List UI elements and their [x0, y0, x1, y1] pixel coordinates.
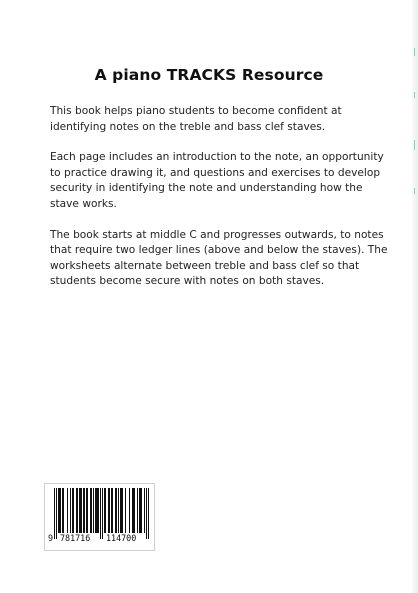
description-text [50, 104, 390, 305]
edge-mark [414, 92, 415, 98]
barcode-bar [86, 488, 88, 533]
barcode-bar [58, 488, 61, 533]
barcode-bar [104, 488, 106, 533]
barcode-bar [72, 488, 74, 533]
barcode-right-digits: 114700 [106, 533, 137, 543]
barcode-bar [70, 488, 71, 533]
description-paragraph: This book helps piano students to become confident at identifying notes on the treble and bass clef staves. [50, 105, 342, 133]
barcode-bar [79, 488, 82, 533]
page-title: A piano TRACKS Resource [94, 66, 324, 84]
barcode-guard-bar [56, 488, 57, 539]
isbn-barcode [44, 483, 155, 551]
description-paragraph: Each page includes an introduction to the note, an opportunity to practice drawing it, and questions and exercises to develop security in identifying the note and understanding how the stave works. [50, 151, 384, 210]
barcode-bar [144, 488, 145, 533]
barcode-bar [108, 488, 110, 533]
barcode-bar [67, 488, 68, 533]
barcode-bar [125, 488, 126, 533]
barcode-left-digits: 781716 [60, 533, 91, 543]
barcode-bar [129, 488, 130, 533]
barcode-guard-bar [100, 488, 101, 539]
barcode-guard-bar [148, 488, 149, 539]
barcode-bar [118, 488, 119, 533]
barcode-bar [132, 488, 135, 533]
barcode-guard-bar [146, 488, 147, 539]
barcode-bar [93, 488, 94, 533]
description-paragraph: The book starts at middle C and progresses outwards, to notes that require two ledger lines (above and below the staves). The worksheets alternate between treble and bass clef so that students become secure with notes on both staves. [50, 228, 388, 288]
barcode-bar [115, 488, 117, 533]
barcode-bar [111, 488, 113, 533]
barcode-bar [120, 488, 123, 533]
barcode-bar [137, 488, 138, 533]
edge-mark [414, 48, 415, 56]
barcode-bar [76, 488, 78, 533]
barcode-guard-bar [102, 488, 103, 539]
edge-mark [414, 188, 415, 194]
barcode-bar [90, 488, 92, 533]
page-edge-strip [411, 0, 418, 593]
barcode-bar [83, 488, 85, 533]
barcode-guard-bar [54, 488, 55, 539]
edge-mark [414, 140, 415, 150]
barcode-bar [139, 488, 142, 533]
barcode-bar [62, 488, 64, 533]
barcode-lead-digit: 9 [48, 533, 54, 543]
barcode-bar [95, 488, 99, 533]
